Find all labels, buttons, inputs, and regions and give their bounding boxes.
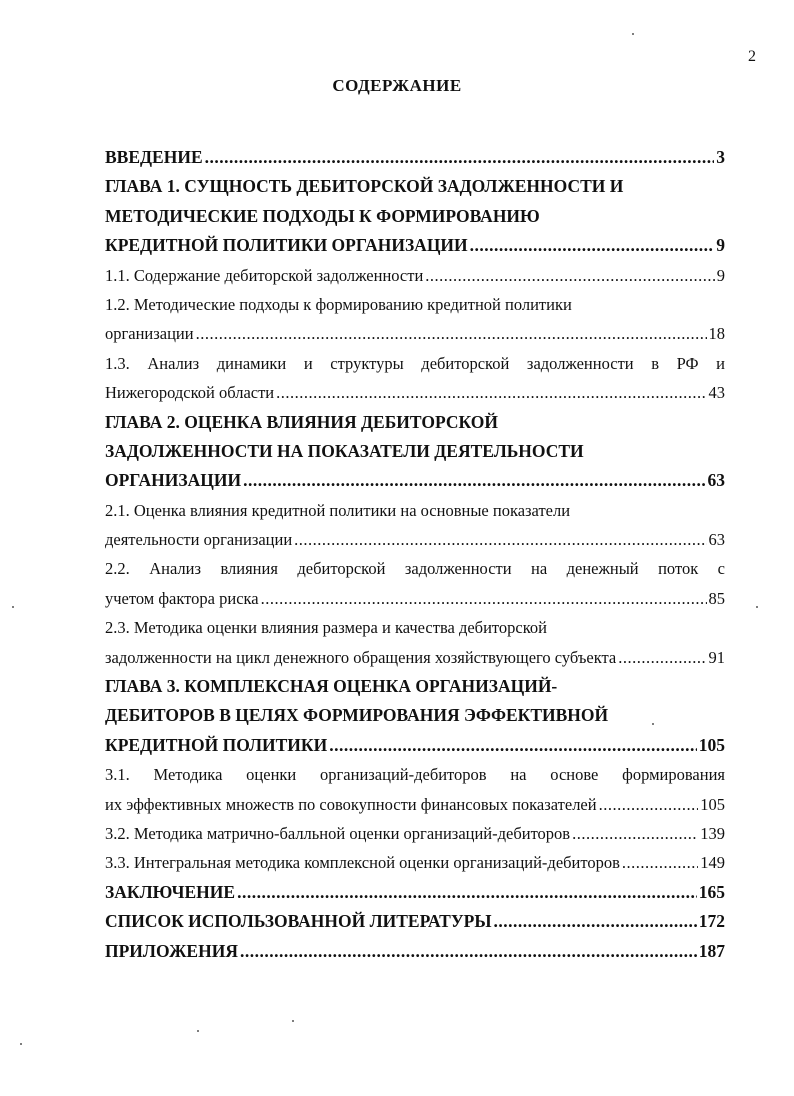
toc-entry-title: ОРГАНИЗАЦИИ — [105, 470, 242, 491]
toc-entry-title: ПРИЛОЖЕНИЯ — [105, 940, 238, 961]
toc-entry — [105, 143, 725, 172]
toc-page-number: 9 — [716, 265, 725, 285]
toc-line: 2.1. Оценка влияния кредитной политики на основные показатели — [105, 500, 571, 520]
toc-leader-dots — [276, 378, 706, 407]
toc-entry-title: СПИСОК ИСПОЛЬЗОВАННОЙ ЛИТЕРАТУРЫ — [105, 911, 492, 932]
toc-entry-title: задолженности на цикл денежного обращения хозяйствующего субъекта — [105, 647, 617, 667]
toc-leader-dots — [329, 731, 697, 760]
toc-entry-title: учетом фактора риска — [105, 588, 259, 608]
toc-entry-title: КРЕДИТНОЙ ПОЛИТИКИ — [105, 734, 328, 755]
toc-entry — [105, 378, 725, 407]
toc-leader-dots — [618, 643, 706, 672]
toc-page-number: 3 — [716, 147, 725, 167]
toc-leader-dots — [240, 937, 697, 966]
toc-entry-title: 3.2. Методика матрично-балльной оценки организаций-дебиторов — [105, 823, 571, 843]
toc-leader-dots — [205, 143, 715, 172]
toc-entry — [105, 790, 725, 819]
toc-page-number: 139 — [700, 823, 725, 843]
toc-line: 3.1. Методика оценки организаций-дебиторов на основе формирования — [105, 765, 725, 785]
toc-leader-dots — [261, 584, 707, 613]
toc-leader-dots — [425, 261, 714, 290]
toc-entry — [105, 819, 725, 848]
toc-page-number: 172 — [698, 911, 725, 932]
scan-speck — [756, 606, 758, 608]
toc-leader-dots — [294, 525, 706, 554]
toc-leader-dots — [494, 907, 697, 936]
toc-entry-title: 1.1. Содержание дебиторской задолженности — [105, 265, 424, 285]
scan-speck — [12, 606, 14, 608]
toc-entry — [105, 731, 725, 760]
toc-entry — [105, 643, 725, 672]
toc-entry — [105, 261, 725, 290]
toc-entry — [105, 466, 725, 495]
scan-speck — [197, 1030, 199, 1032]
toc-entry — [105, 848, 725, 877]
toc-line: 1.2. Методические подходы к формированию кредитной политики — [105, 294, 572, 314]
toc-line: ЗАДОЛЖЕННОСТИ НА ПОКАЗАТЕЛИ ДЕЯТЕЛЬНОСТИ — [105, 440, 584, 461]
scan-speck — [652, 723, 654, 725]
toc-line: ГЛАВА 3. КОМПЛЕКСНАЯ ОЦЕНКА ОРГАНИЗАЦИЙ- — [105, 676, 558, 697]
toc-entry-title: Нижегородской области — [105, 383, 275, 403]
toc-entry-title: деятельности организации — [105, 530, 293, 550]
table-of-contents — [105, 143, 725, 966]
toc-leader-dots — [196, 319, 707, 348]
toc-line: ДЕБИТОРОВ В ЦЕЛЯХ ФОРМИРОВАНИЯ ЭФФЕКТИВНОЙ — [105, 705, 609, 726]
toc-line: МЕТОДИЧЕСКИЕ ПОДХОДЫ К ФОРМИРОВАНИЮ — [105, 205, 540, 226]
scan-speck — [292, 1020, 294, 1022]
toc-page-number: 187 — [698, 940, 725, 961]
toc-entry-title: КРЕДИТНОЙ ПОЛИТИКИ ОРГАНИЗАЦИИ — [105, 235, 468, 256]
toc-page-number: 149 — [700, 853, 725, 873]
toc-entry-title: их эффективных множеств по совокупности финансовых показателей — [105, 794, 597, 814]
toc-entry — [105, 584, 725, 613]
toc-entry-title: 3.3. Интегральная методика комплексной оценки организаций-дебиторов — [105, 853, 620, 873]
toc-entry-title: ВВЕДЕНИЕ — [105, 147, 203, 167]
toc-page-number: 105 — [700, 794, 725, 814]
toc-leader-dots — [470, 231, 715, 260]
toc-page-number: 9 — [716, 235, 725, 256]
toc-entry — [105, 319, 725, 348]
page-title: СОДЕРЖАНИЕ — [332, 76, 462, 95]
toc-page-number: 91 — [708, 647, 725, 667]
toc-page-number: 165 — [698, 881, 725, 902]
toc-leader-dots — [599, 790, 699, 819]
toc-line: 1.3. Анализ динамики и структуры дебиторской задолженности в РФ и — [105, 353, 725, 373]
toc-entry-title: ЗАКЛЮЧЕНИЕ — [105, 881, 236, 902]
toc-page-number: 63 — [707, 470, 725, 491]
scan-speck — [632, 33, 634, 35]
toc-leader-dots — [572, 819, 698, 848]
toc-line: 2.2. Анализ влияния дебиторской задолженности на денежный поток с — [105, 559, 725, 579]
toc-entry-title: организации — [105, 324, 194, 344]
toc-line: ГЛАВА 1. СУЩНОСТЬ ДЕБИТОРСКОЙ ЗАДОЛЖЕННОСТИ И — [105, 176, 624, 197]
toc-entry — [105, 525, 725, 554]
toc-page-number: 85 — [708, 588, 725, 608]
toc-page-number: 18 — [708, 324, 725, 344]
toc-line: ГЛАВА 2. ОЦЕНКА ВЛИЯНИЯ ДЕБИТОРСКОЙ — [105, 411, 498, 432]
toc-entry — [105, 937, 725, 966]
toc-leader-dots — [243, 466, 705, 495]
toc-page-number: 43 — [708, 383, 725, 403]
scan-speck — [20, 1043, 22, 1045]
toc-leader-dots — [237, 878, 697, 907]
toc-entry — [105, 878, 725, 907]
page-number: 2 — [748, 48, 756, 65]
toc-entry — [105, 231, 725, 260]
toc-entry — [105, 907, 725, 936]
toc-page-number: 63 — [708, 530, 725, 550]
toc-leader-dots — [622, 848, 698, 877]
toc-page-number: 105 — [698, 734, 725, 755]
toc-line: 2.3. Методика оценки влияния размера и качества дебиторской — [105, 618, 547, 638]
